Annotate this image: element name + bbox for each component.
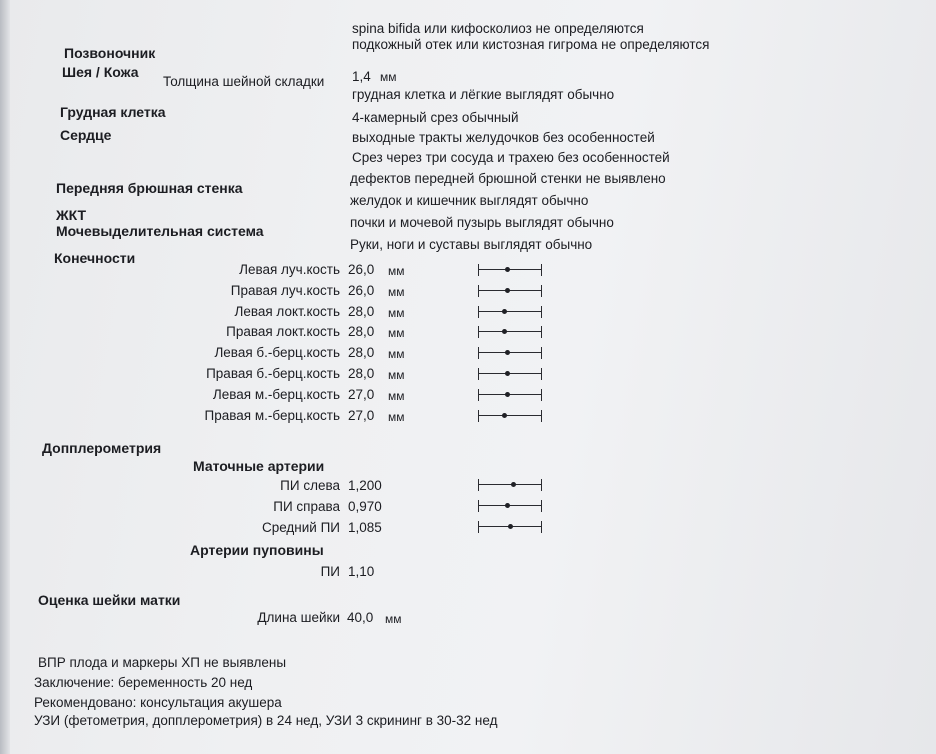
range-tick-min bbox=[478, 500, 479, 512]
nuchal-fold-value: 1,4 bbox=[352, 69, 371, 84]
bone-name: Левая локт.кость bbox=[234, 304, 340, 319]
range-dot bbox=[511, 482, 516, 487]
range-tick-max bbox=[541, 285, 542, 297]
range-tick-min bbox=[478, 521, 479, 533]
bone-value: 28,0 bbox=[348, 324, 375, 339]
range-marker bbox=[478, 500, 542, 512]
page-edge-shadow bbox=[0, 0, 10, 754]
bone-unit: мм bbox=[388, 306, 405, 320]
section-label-urinary: Мочевыделительная система bbox=[56, 223, 264, 239]
bone-value: 27,0 bbox=[348, 387, 375, 402]
range-tick-max bbox=[541, 368, 542, 380]
section-label-abdominal-wall: Передняя брюшная стенка bbox=[56, 180, 243, 196]
desc-spine: spina bifida или кифосколиоз не определяются bbox=[352, 21, 644, 36]
section-label-heart: Сердце bbox=[60, 127, 112, 143]
range-marker bbox=[478, 389, 542, 401]
range-marker bbox=[478, 326, 542, 338]
range-dot bbox=[505, 503, 510, 508]
range-dot bbox=[505, 267, 510, 272]
range-dot bbox=[502, 309, 507, 314]
uterine-arteries-title: Маточные артерии bbox=[193, 458, 325, 474]
range-line bbox=[478, 505, 542, 506]
range-tick-min bbox=[478, 326, 479, 338]
bone-unit: мм bbox=[388, 368, 405, 382]
range-dot bbox=[505, 392, 510, 397]
range-tick-max bbox=[541, 479, 542, 491]
doppler-title: Допплерометрия bbox=[42, 440, 162, 456]
cervix-title: Оценка шейки матки bbox=[38, 592, 181, 608]
desc-gi: желудок и кишечник выглядят обычно bbox=[350, 193, 589, 208]
range-tick-min bbox=[478, 264, 479, 276]
bone-value: 26,0 bbox=[348, 262, 375, 277]
bone-name: Левая б.-берц.кость bbox=[214, 345, 340, 360]
desc-urinary: почки и мочевой пузырь выглядят обычно bbox=[350, 215, 614, 230]
range-dot bbox=[505, 350, 510, 355]
range-tick-min bbox=[478, 347, 479, 359]
range-tick-max bbox=[541, 306, 542, 318]
uterine-pi-value: 1,200 bbox=[348, 478, 382, 493]
range-marker bbox=[478, 521, 542, 533]
section-label-chest: Грудная клетка bbox=[60, 104, 166, 120]
range-tick-min bbox=[478, 479, 479, 491]
range-tick-min bbox=[478, 306, 479, 318]
range-line bbox=[478, 373, 542, 374]
range-marker bbox=[478, 410, 542, 422]
desc-heart-3: Срез через три сосуда и трахею без особенностей bbox=[352, 150, 670, 165]
range-line bbox=[478, 331, 542, 332]
bone-unit: мм bbox=[388, 389, 405, 403]
range-marker bbox=[478, 285, 542, 297]
bone-value: 28,0 bbox=[348, 366, 375, 381]
range-marker bbox=[478, 306, 542, 318]
range-tick-max bbox=[541, 521, 542, 533]
conclusion-line-3: Рекомендовано: консультация акушера bbox=[34, 695, 282, 710]
uterine-pi-label: Средний ПИ bbox=[261, 520, 340, 535]
desc-chest: грудная клетка и лёгкие выглядят обычно bbox=[352, 87, 615, 102]
bone-name: Правая б.-берц.кость bbox=[206, 366, 340, 381]
desc-limbs: Руки, ноги и суставы выглядят обычно bbox=[350, 237, 593, 252]
bone-unit: мм bbox=[388, 326, 405, 340]
uterine-pi-value: 1,085 bbox=[348, 520, 382, 535]
umbilical-pi-value: 1,10 bbox=[348, 564, 375, 579]
bone-value: 28,0 bbox=[348, 345, 375, 360]
desc-neck-skin: подкожный отек или кистозная гигрома не определяются bbox=[352, 37, 710, 52]
nuchal-fold-label: Толщина шейной складки bbox=[163, 74, 325, 89]
section-label-gi: ЖКТ bbox=[56, 207, 87, 223]
range-line bbox=[478, 484, 542, 485]
range-tick-min bbox=[478, 410, 479, 422]
conclusion-line-4: УЗИ (фетометрия, допплерометрия) в 24 нед, УЗИ 3 скрининг в 30-32 нед bbox=[34, 713, 498, 728]
cervix-length-label: Длина шейки bbox=[257, 610, 340, 625]
bone-name: Правая м.-берц.кость bbox=[204, 408, 340, 423]
uterine-pi-label: ПИ слева bbox=[280, 478, 340, 493]
bone-value: 26,0 bbox=[348, 283, 375, 298]
range-dot bbox=[505, 371, 510, 376]
range-dot bbox=[508, 524, 513, 529]
range-tick-min bbox=[478, 285, 479, 297]
range-tick-min bbox=[478, 368, 479, 380]
range-marker bbox=[478, 347, 542, 359]
bone-value: 28,0 bbox=[348, 304, 375, 319]
range-line bbox=[478, 415, 542, 416]
section-label-spine: Позвоночник bbox=[64, 45, 156, 61]
uterine-pi-value: 0,970 bbox=[348, 499, 382, 514]
range-tick-max bbox=[541, 500, 542, 512]
section-label-limbs: Конечности bbox=[54, 250, 136, 266]
cervix-length-value: 40,0 bbox=[347, 610, 374, 625]
range-marker bbox=[478, 479, 542, 491]
bone-value: 27,0 bbox=[348, 408, 375, 423]
uterine-pi-label: ПИ справа bbox=[273, 499, 340, 514]
bone-name: Правая луч.кость bbox=[230, 283, 340, 298]
range-dot bbox=[505, 288, 510, 293]
desc-heart-1: 4-камерный срез обычный bbox=[352, 110, 519, 125]
conclusion-line-1: ВПР плода и маркеры ХП не выявлены bbox=[38, 655, 287, 670]
range-dot bbox=[502, 329, 507, 334]
bone-unit: мм bbox=[388, 347, 405, 361]
umbilical-arteries-title: Артерии пуповины bbox=[190, 542, 324, 558]
range-marker bbox=[478, 368, 542, 380]
range-dot bbox=[502, 413, 507, 418]
bone-unit: мм bbox=[388, 285, 405, 299]
section-label-neck-skin: Шея / Кожа bbox=[62, 64, 139, 80]
range-line bbox=[478, 394, 542, 395]
range-line bbox=[478, 311, 542, 312]
range-tick-min bbox=[478, 389, 479, 401]
bone-name: Левая луч.кость bbox=[239, 262, 340, 277]
range-tick-max bbox=[541, 389, 542, 401]
conclusion-line-2: Заключение: беременность 20 нед bbox=[34, 675, 253, 690]
umbilical-pi-label: ПИ bbox=[320, 564, 340, 579]
bone-name: Правая локт.кость bbox=[226, 324, 340, 339]
range-line bbox=[478, 290, 542, 291]
cervix-length-unit: мм bbox=[385, 612, 402, 626]
range-tick-max bbox=[541, 410, 542, 422]
range-tick-max bbox=[541, 264, 542, 276]
range-tick-max bbox=[541, 347, 542, 359]
nuchal-fold-unit: мм bbox=[380, 70, 397, 84]
bone-unit: мм bbox=[388, 264, 405, 278]
bone-unit: мм bbox=[388, 410, 405, 424]
range-marker bbox=[478, 264, 542, 276]
range-line bbox=[478, 352, 542, 353]
desc-abdominal-wall: дефектов передней брюшной стенки не выявлено bbox=[350, 171, 666, 186]
range-line bbox=[478, 269, 542, 270]
range-tick-max bbox=[541, 326, 542, 338]
desc-heart-2: выходные тракты желудочков без особенностей bbox=[352, 130, 655, 145]
bone-name: Левая м.-берц.кость bbox=[212, 387, 340, 402]
